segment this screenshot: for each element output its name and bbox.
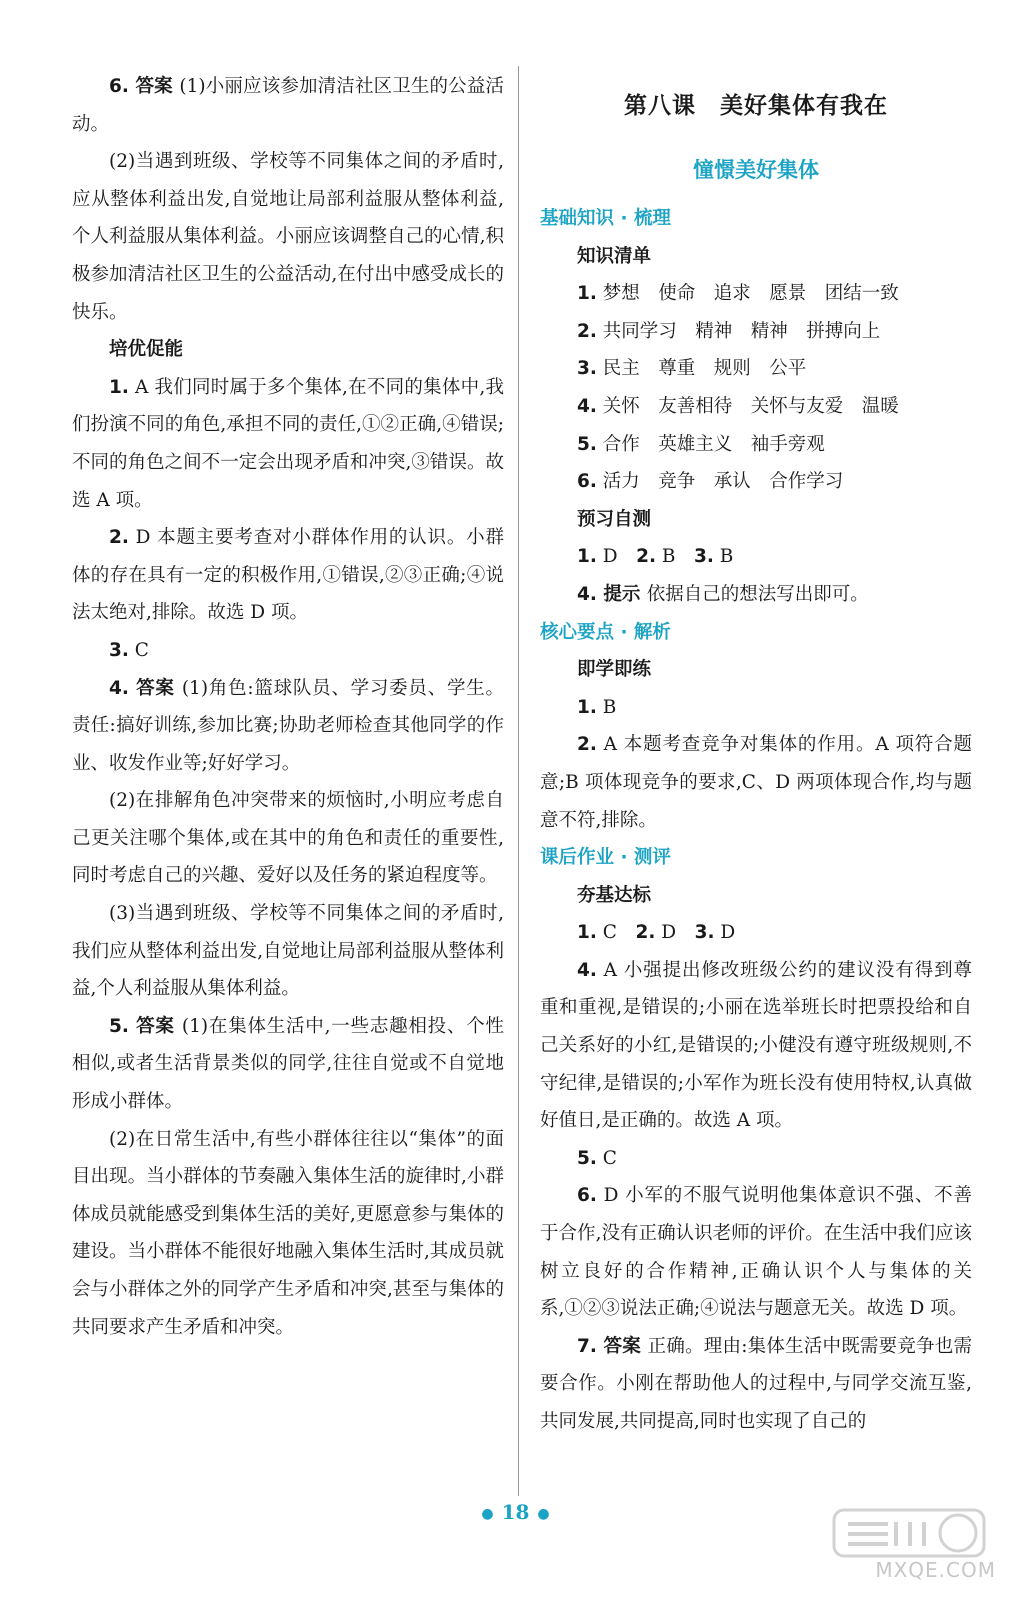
explanation: 本题主要考查对小群体作用的认识。小群体的存在具有一定的积极作用,①错误,②③正确;④说法太绝对,排除。故选 D 项。 [72, 527, 504, 624]
practice-answer-2 [540, 726, 972, 839]
explanation: 小强提出修改班级公约的建议没有得到尊重和重视,是错误的;小丽在选举班长时把票投给和自己关系好的小红,是错误的;小健没有遵守班级规则,不守纪律,是错误的;小军作为班长没有使用特权,认真做好值日,是正确的。故选 A 项。 [540, 959, 972, 1132]
item-text: 关怀 友善相待 关怀与友爱 温暖 [596, 395, 899, 417]
item-number: 3. [694, 546, 714, 568]
answer-text: (1)小丽应该参加清洁社区卫生的公益活动。 [72, 76, 504, 135]
knowledge-item [540, 426, 972, 464]
item-number: 7. [577, 1335, 597, 1357]
right-column [540, 68, 972, 1441]
left-column [72, 68, 504, 1346]
hint-label: 提示 [596, 583, 647, 605]
column-divider [518, 66, 519, 1496]
watermark-logo-icon [830, 1504, 990, 1560]
item-text: 活力 竞争 承认 合作学习 [596, 471, 844, 493]
choice: D [128, 527, 158, 549]
item-text: 民主 尊重 规则 公平 [596, 358, 807, 380]
item-number: 2. [577, 320, 597, 342]
choice: C [128, 639, 149, 661]
lesson-title: 第八课 美好集体有我在 [624, 93, 888, 119]
item-number: 1. [577, 283, 597, 305]
section-core-points: 核心要点 · 解析 [540, 621, 671, 643]
item-text: 共同学习 精神 精神 拼搏向上 [596, 320, 881, 342]
answer-1 [72, 369, 504, 519]
choice: B [656, 546, 695, 568]
item-number: 6. [109, 76, 129, 97]
homework-answer-5 [540, 1140, 972, 1178]
knowledge-item [540, 275, 972, 313]
item-text: 合作 英雄主义 袖手旁观 [596, 433, 825, 455]
choice: B [596, 696, 617, 718]
choice: C [596, 922, 636, 944]
heading-knowledge-list: 知识清单 [577, 245, 652, 267]
item-text: 梦想 使命 追求 愿景 团结一致 [596, 283, 899, 305]
item-number: 2. [109, 527, 129, 549]
heading-practice: 即学即练 [577, 659, 652, 681]
item-number: 4. [109, 677, 129, 699]
choice: C [596, 1147, 617, 1169]
item-number: 2. [635, 922, 656, 944]
dot-icon: ● [537, 1505, 550, 1522]
item-number: 1. [577, 922, 597, 944]
answer-text: (1)在集体生活中,一些志趣相投、个性相似,或者生活背景类似的同学,往往自觉或不自觉地形成小群体。 [72, 1015, 504, 1113]
item-number: 3. [577, 358, 597, 380]
item-number: 4. [577, 583, 597, 605]
knowledge-item [540, 313, 972, 351]
answer-4-part3: (3)当遇到班级、学校等不同集体之间的矛盾时,我们应从整体利益出发,自觉地让局部利益服从整体利益,个人利益服从集体利益。 [72, 903, 504, 1000]
choice: D [714, 922, 736, 944]
homework-answers [540, 914, 972, 952]
page-number-value: 18 [501, 1500, 530, 1524]
heading-foundation: 夯基达标 [577, 884, 652, 906]
answer-label: 答案 [128, 677, 182, 699]
knowledge-item [540, 463, 972, 501]
answer-3 [72, 632, 504, 670]
item-number: 2. [636, 546, 657, 568]
item-number: 5. [577, 1147, 597, 1169]
choice: A [596, 959, 624, 981]
answer-6-part2: (2)当遇到班级、学校等不同集体之间的矛盾时,应从整体利益出发,自觉地让局部利益服从整体利益,个人利益服从集体利益。小丽应该调整自己的心情,积极参加清洁社区卫生的公益活动,在付出中感受成长的快乐。 [72, 151, 504, 323]
choice: D [655, 922, 695, 944]
answer-text: (1)角色:篮球队员、学习委员、学生。责任:搞好训练,参加比赛;协助老师检查其他同学的作业、收发作业等;好好学习。 [72, 677, 504, 774]
heading-preview-test: 预习自测 [577, 508, 652, 530]
homework-answer-6 [540, 1177, 972, 1327]
answer-4 [72, 670, 504, 783]
item-number: 4. [577, 395, 597, 417]
answer-text: 正确。理由:集体生活中既需要竞争也需要合作。小刚在帮助他人的过程中,与同学交流互鉴,共同发展,共同提高,同时也实现了自己的 [540, 1335, 972, 1432]
hint-text: 依据自己的想法写出即可。 [646, 583, 869, 605]
item-number: 5. [577, 433, 597, 455]
item-number: 4. [577, 959, 597, 981]
item-number: 1. [577, 696, 597, 718]
knowledge-item [540, 388, 972, 426]
choice: D [596, 1185, 626, 1207]
section-subtitle: 憧憬美好集体 [693, 158, 819, 182]
watermark-text: MXQE.COM [875, 1558, 996, 1582]
item-number: 2. [577, 734, 597, 756]
practice-answer-1 [540, 689, 972, 727]
choice: B [713, 546, 734, 568]
heading-peiyou: 培优促能 [109, 339, 184, 361]
answer-label: 答案 [128, 1015, 182, 1037]
answer-2 [72, 519, 504, 632]
answer-label: 答案 [128, 76, 180, 97]
answer-6 [72, 68, 504, 143]
item-number: 3. [694, 922, 715, 944]
section-homework: 课后作业 · 测评 [540, 847, 671, 869]
item-number: 1. [577, 546, 597, 568]
explanation: 小军的不服气说明他集体意识不强、不善于合作,没有正确认识老师的评价。在生活中我们应该树立良好的合作精神,正确认识个人与集体的关系,①②③说法正确;④说法与题意无关。故选 D 项。 [540, 1185, 972, 1320]
item-number: 1. [109, 376, 129, 398]
preview-answers [540, 538, 972, 576]
explanation: 我们同时属于多个集体,在不同的集体中,我们扮演不同的角色,承担不同的责任,①②正确,④错误;不同的角色之间不一定会出现矛盾和冲突,③错误。故选 A 项。 [72, 376, 505, 511]
answer-5 [72, 1008, 504, 1121]
item-number: 6. [577, 471, 597, 493]
explanation: 本题考查竞争对集体的作用。A 项符合题意;B 项体现竞争的要求,C、D 两项体现合作,均与题意不符,排除。 [540, 734, 973, 831]
choice: A [596, 734, 624, 756]
answer-5-part2: (2)在日常生活中,有些小群体往往以“集体”的面目出现。当小群体的节奏融入集体生活的旋律时,小群体成员就能感受到集体生活的美好,更愿意参与集体的建设。当小群体不能很好地融入集体生活时,其成员就会与小群体之外的同学产生矛盾和冲突,甚至与集体的共同要求产生矛盾和冲突。 [72, 1128, 504, 1338]
section-basic-knowledge: 基础知识 · 梳理 [540, 208, 671, 229]
answer-label: 答案 [596, 1335, 648, 1357]
choice: A [128, 376, 155, 398]
preview-answer-4 [540, 576, 972, 614]
knowledge-item [540, 350, 972, 388]
item-number: 5. [109, 1015, 129, 1037]
item-number: 3. [109, 639, 129, 661]
item-number: 6. [577, 1185, 597, 1207]
homework-answer-4 [540, 952, 972, 1140]
choice: D [596, 546, 637, 568]
dot-icon: ● [481, 1505, 494, 1522]
homework-answer-7 [540, 1328, 972, 1441]
answer-4-part2: (2)在排解角色冲突带来的烦恼时,小明应考虑自己更关注哪个集体,或在其中的角色和责任的重要性,同时考虑自己的兴趣、爱好以及任务的紧迫程度等。 [72, 790, 504, 887]
watermark [820, 1500, 1010, 1590]
